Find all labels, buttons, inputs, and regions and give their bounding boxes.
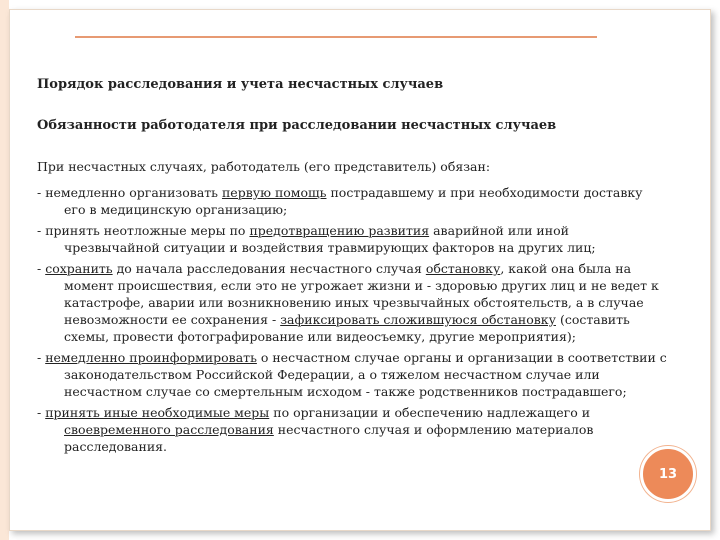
duty-item-prevent-emergency: - принять неотложные меры по предотвращению развития аварийной или иной чрезвычайной ситуации и воздействия травмирующих факторов на других лиц; <box>37 223 596 255</box>
underlined-phrase: сохранить <box>45 261 113 276</box>
intro-text: При несчастных случаях, работодатель (его представитель) обязан: <box>37 159 491 174</box>
underlined-phrase: принять иные необходимые меры <box>45 405 270 420</box>
duty-item-inform-authorities: - немедленно проинформировать о несчастном случае органы и организации в соответствии с законодательством Российской Федерации, а о тяжелом несчастном случае или несчастном случае со смертельным исходом - также родственников пострадавшего; <box>37 350 667 399</box>
underlined-phrase: предотвращению развития <box>249 223 430 238</box>
duty-item-first-aid: - немедленно организовать первую помощь пострадавшему и при необходимости доставку его в медицинскую организацию; <box>37 185 643 217</box>
duty-item-other-measures: - принять иные необходимые меры по организации и обеспечению надлежащего и своевременного расследования несчастного случая и оформлению материалов расследования. <box>37 405 594 454</box>
underlined-phrase: своевременного расследования <box>64 422 274 437</box>
underlined-phrase: первую помощь <box>221 185 327 200</box>
underlined-phrase: зафиксировать сложившуюся обстановку <box>280 312 556 327</box>
top-divider-line <box>75 36 597 38</box>
left-decorative-stripe <box>0 0 9 540</box>
page-number-badge: 13 <box>640 446 696 502</box>
section-heading: Обязанности работодателя при расследовании несчастных случаев <box>37 118 557 133</box>
underlined-phrase: немедленно проинформировать <box>45 350 257 365</box>
slide-title: Порядок расследования и учета несчастных случаев <box>37 77 444 92</box>
underlined-phrase: обстановку <box>425 261 501 276</box>
duty-item-preserve-scene: - сохранить до начала расследования несчастного случая обстановку, какой она была на момент происшествия, если это не угрожает жизни и - здоровью других лиц и не ведет к катастрофе, аварии или возникновению иных чрезвычайных обстоятельств, а в случае невозможности ее сохранения - зафиксировать сложившуюся обстановку (составить схемы, провести фотографирование или видеосъемку, другие мероприятия); <box>37 261 659 344</box>
slide-content <box>37 77 667 459</box>
